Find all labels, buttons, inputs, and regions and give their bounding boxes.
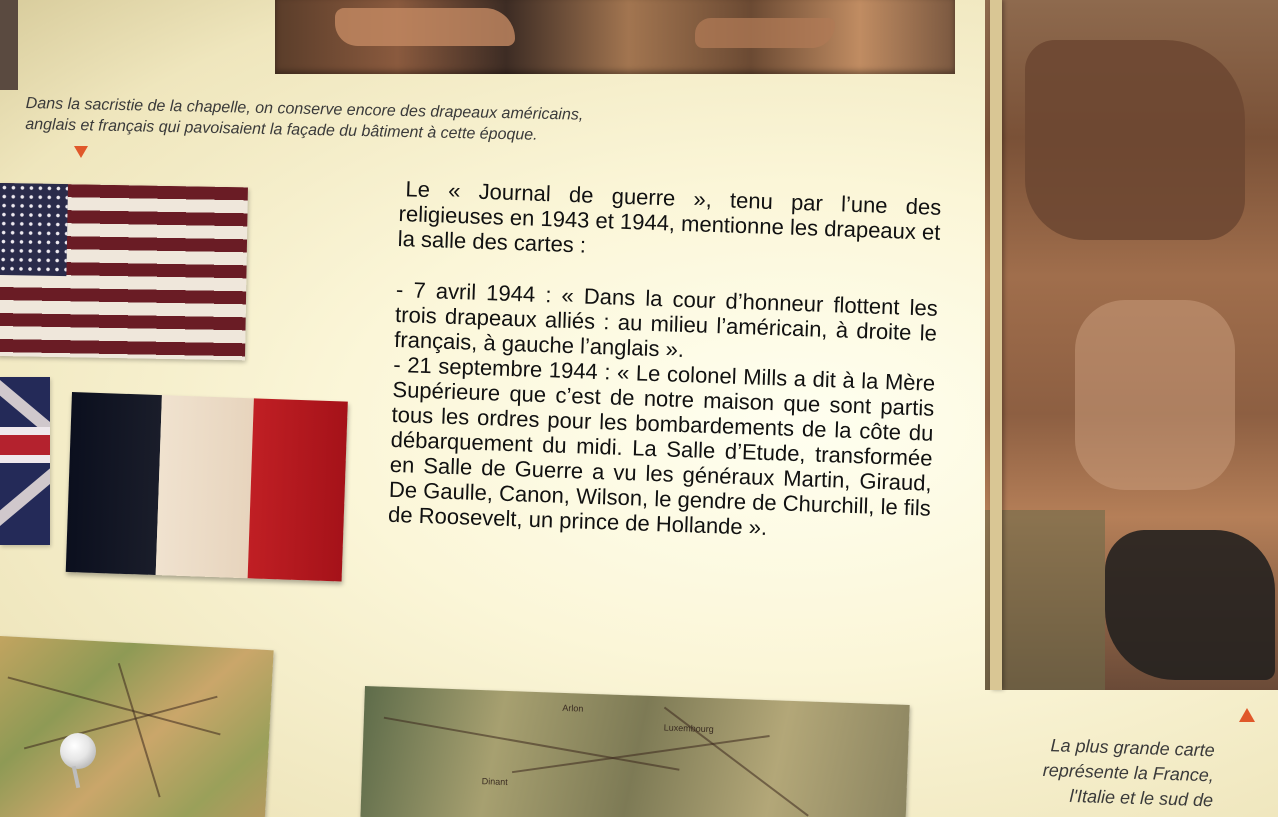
map-label: Dinant [481, 776, 508, 788]
caption-line: Dans la sacristie de la chapelle, on conserve encore des drapeaux américains, [25, 94, 584, 124]
map-photo-bottom [360, 686, 909, 817]
caption-line: La plus grande carte [1050, 735, 1215, 761]
entry-september-1944: - 21 septembre 1944 : « Le colonel Mills a dit à la Mère Supérieure que c’est de notre maison que sont partis tous les ordres pour les bombardements de la côte du débarquement du midi. La Salle d’Etude, transformée en Salle de Guerre a vu les généraux Martin, Giraud, De Gaulle, Canon, Wilson, le gendre de Churchill, le fils de Roosevelt, un prince de Hollande ». [387, 351, 936, 541]
photo-detail [1075, 300, 1235, 490]
photo-detail [335, 8, 515, 46]
arrow-down-icon [74, 146, 88, 158]
arrow-up-icon [1239, 708, 1255, 722]
caption-flags [25, 93, 583, 147]
map-photo-left [0, 636, 274, 817]
intro-paragraph: Le « Journal de guerre », tenu par l’une des religieuses en 1943 et 1944, mentionne les drapeaux et la salle des cartes : [397, 176, 942, 258]
american-flag [0, 183, 248, 360]
map-label: Arlon [562, 702, 584, 714]
photo-detail [985, 510, 1105, 690]
caption-line: représente la France, [1042, 759, 1215, 786]
british-flag [0, 377, 50, 545]
caption-line: l'Italie et le sud de [1069, 785, 1214, 811]
top-photo-strip [275, 0, 955, 74]
board-edge [990, 0, 1002, 690]
entry-april-1944: - 7 avril 1944 : « Dans la cour d’honneur flottent les trois drapeaux alliés : au milieu l’américain, à droite le français, à gauche l’anglais ». [393, 276, 939, 363]
photo-detail [695, 18, 835, 48]
caption-line: anglais et français qui pavoisaient la façade du bâtiment à cette époque. [25, 115, 538, 144]
stars-canton [0, 183, 68, 276]
pushpin-icon [60, 733, 96, 769]
map-label: Luxembourg [663, 722, 714, 735]
photo-detail [1105, 530, 1275, 680]
french-flag [66, 392, 348, 582]
photo-detail [1025, 40, 1245, 240]
right-wall-map-photo [985, 0, 1278, 690]
dark-edge [0, 0, 18, 90]
journal-text-block [388, 176, 942, 546]
caption-map [1042, 733, 1215, 813]
